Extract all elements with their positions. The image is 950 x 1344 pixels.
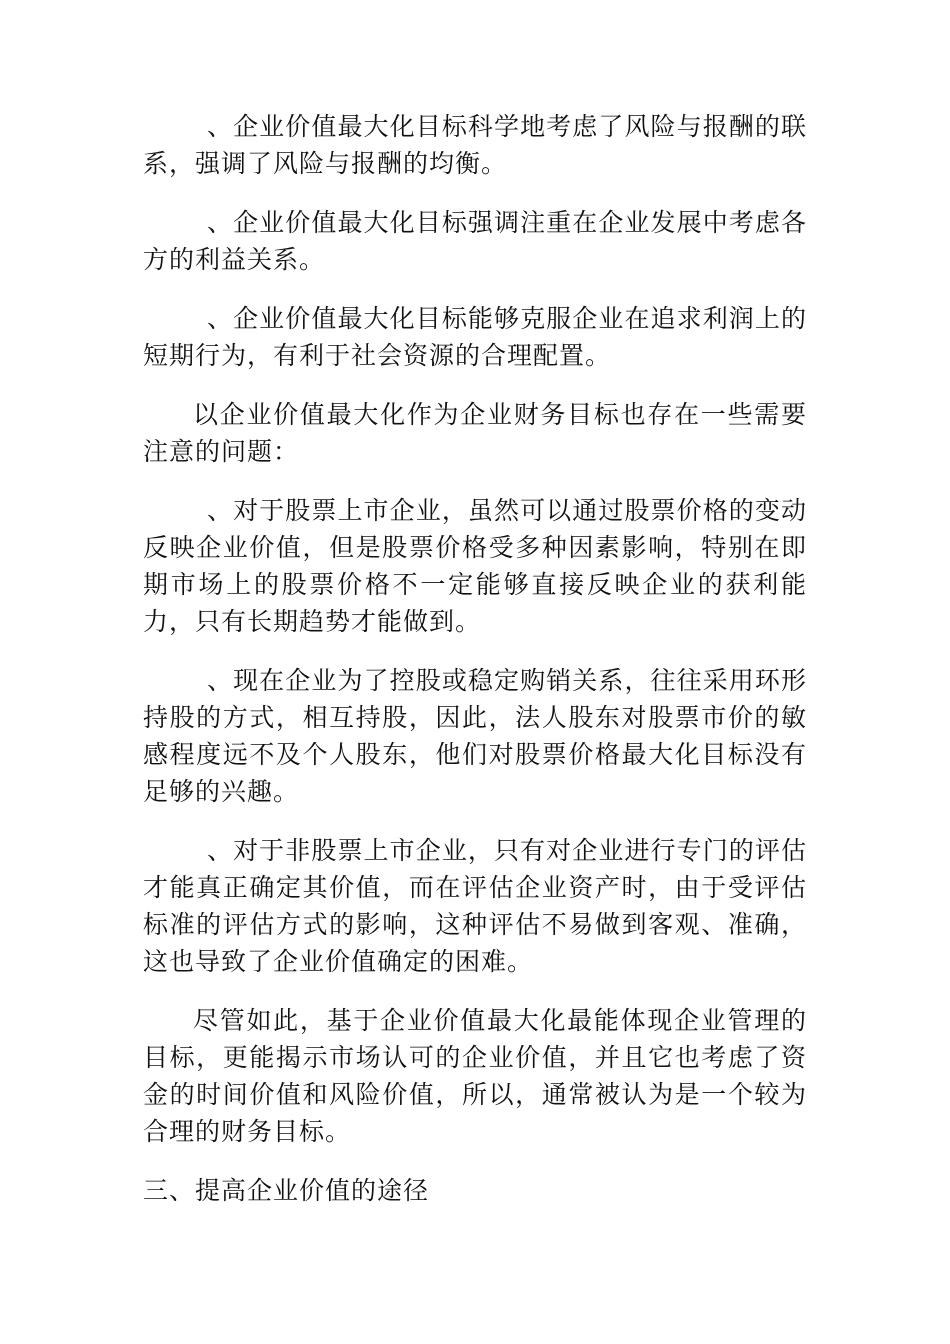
document-body [143,108,807,1209]
list-item-listed-companies: 、对于股票上市企业，虽然可以通过股票价格的变动反映企业价值，但是股票价格受多种因素影响，特别在即期市场上的股票价格不一定能够直接反映企业的获利能力，只有长期趋势才能做到。 [143,496,807,636]
section-heading: 三、提高企业价值的途径 [143,1176,430,1205]
list-item-stakeholders: 、企业价值最大化目标强调注重在企业发展中考虑各方的利益关系。 [143,208,807,274]
paragraph-issues-intro: 以企业价值最大化作为企业财务目标也存在一些需要注意的问题： [143,400,807,466]
list-item-unlisted-companies: 、对于非股票上市企业，只有对企业进行专门的评估才能真正确定其价值，而在评估企业资产时，由于受评估标准的评估方式的影响，这种评估不易做到客观、准确，这也导致了企业价值确定的困难。 [143,836,807,976]
paragraph-conclusion: 尽管如此，基于企业价值最大化最能体现企业管理的目标，更能揭示市场认可的企业价值，并且它也考虑了资金的时间价值和风险价值，所以，通常被认为是一个较为合理的财务目标。 [143,1006,807,1146]
list-item-cross-holding: 、现在企业为了控股或稳定购销关系，往往采用环形持股的方式，相互持股，因此，法人股东对股票市价的敏感程度远不及个人股东，他们对股票价格最大化目标没有足够的兴趣。 [143,666,807,806]
list-item-short-term: 、企业价值最大化目标能够克服企业在追求利润上的短期行为，有利于社会资源的合理配置。 [143,304,807,370]
list-item-risk-reward: 、企业价值最大化目标科学地考虑了风险与报酬的联系，强调了风险与报酬的均衡。 [143,112,807,178]
